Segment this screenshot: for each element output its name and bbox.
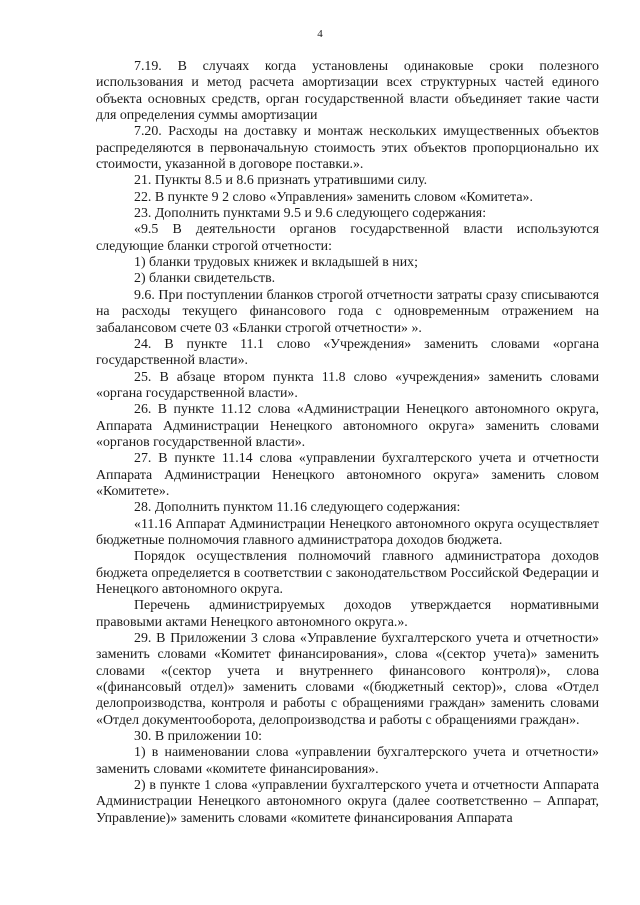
paragraph-21: 21. Пункты 8.5 и 8.6 признать утратившими силу. — [134, 173, 428, 189]
paragraph-9-5: «9.5 В деятельности органов государственной власти используются следующие бланки строгой отчетности: — [96, 222, 599, 254]
paragraph-7-19: 7.19. В случаях когда установлены одинаковые сроки полезного использования и метод расчета амортизации всех структурных частей единого объекта основных средств, орган государственной власти объединяет такие части для определения суммы амортизации — [96, 59, 599, 124]
paragraph-22: 22. В пункте 9 2 слово «Управления» заменить словом «Комитета». — [134, 189, 533, 205]
page-number: 4 — [317, 28, 323, 40]
paragraph-7-20: 7.20. Расходы на доставку и монтаж нескольких имущественных объектов распределяются в первоначальную стоимость этих объектов пропорционально их стоимости, указанной в договоре поставки.». — [96, 124, 599, 173]
paragraph-11-16: «11.16 Аппарат Администрации Ненецкого автономного округа осуществляет бюджетные полномочия главного администратора доходов бюджета. — [96, 516, 599, 548]
list-item-2: 2) бланки свидетельств. — [134, 271, 276, 287]
paragraph-28: 28. Дополнить пунктом 11.16 следующего содержания: — [134, 500, 461, 516]
paragraph-27: 27. В пункте 11.14 слова «управлении бухгалтерского учета и отчетности Аппарата Администрации Ненецкого автономного округа» заменить словом «Комитете». — [96, 451, 599, 499]
paragraph-30-2: 2) в пункте 1 слова «управлении бухгалтерского учета и отчетности Аппарата Администрации Ненецкого автономного округа (далее соответственно – Аппарат, Управление)» заменить словами «комитете финансирования Аппарата — [96, 778, 599, 826]
paragraph-30-1: 1) в наименовании слова «управлении бухгалтерского учета и отчетности» заменить словами «комитете финансирования». — [96, 745, 599, 777]
paragraph-30: 30. В приложении 10: — [134, 729, 263, 745]
paragraph-29: 29. В Приложении 3 слова «Управление бухгалтерского учета и отчетности» заменить словами «Комитет финансирования», слова «(сектор учета)» заменить словами «(сектор учета и внутреннего финансового контроля)», слова «(финансовый отдел)» заменить словами «(бюджетный сектор)», слова «Отдел делопроизводства, контроля и работы с обращениями граждан» заменить словами «Отдел документооборота, делопроизводства и работы с обращениями граждан». — [96, 631, 599, 728]
paragraph-9-6: 9.6. При поступлении бланков строгой отчетности затраты сразу списываются на расходы текущего финансового года с одновременным отражением на забалансовом счете 03 «Бланки строгой отчетности» ». — [96, 287, 599, 336]
paragraph-procedure: Порядок осуществления полномочий главного администратора доходов бюджета определяется в соответствии с законодательством Российской Федерации и Ненецкого автономного округа. — [96, 549, 599, 597]
paragraph-24: 24. В пункте 11.1 слово «Учреждения» заменить словами «органа государственной власти». — [96, 336, 599, 369]
document-body — [96, 59, 599, 827]
paragraph-25: 25. В абзаце втором пункта 11.8 слово «учреждения» заменить словами «органа государственной власти». — [96, 369, 599, 401]
paragraph-23: 23. Дополнить пунктами 9.5 и 9.6 следующего содержания: — [134, 206, 487, 222]
paragraph-revenue-list: Перечень администрируемых доходов утверждается нормативными правовыми актами Ненецкого автономного округа.». — [96, 598, 599, 630]
paragraph-26: 26. В пункте 11.12 слова «Администрации Ненецкого автономного округа, Аппарата Администрации Ненецкого автономного округа» заменить словами «органов государственной власти». — [96, 402, 599, 450]
list-item-1: 1) бланки трудовых книжек и вкладышей в них; — [134, 255, 418, 271]
